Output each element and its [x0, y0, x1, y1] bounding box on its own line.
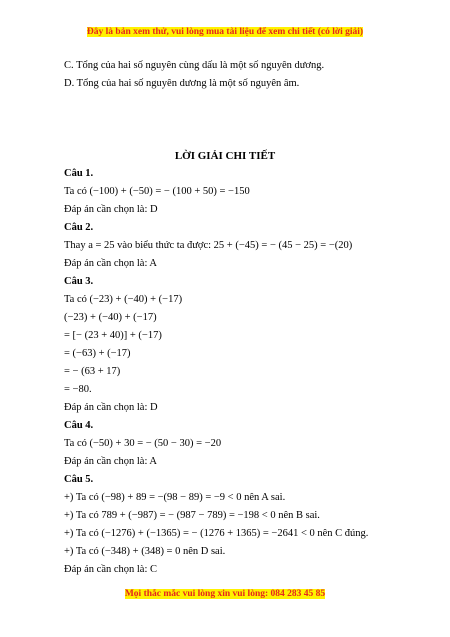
question-3-line: Ta có (−23) + (−40) + (−17) — [64, 294, 183, 305]
question-5-line: +) Ta có (−348) + (348) = 0 nên D sai. — [64, 546, 226, 557]
question-3-answer: Đáp án cần chọn là: D — [64, 402, 158, 413]
question-2-line: Thay a = 25 vào biểu thức ta được: 25 + (−45) = − (45 − 25) = −(20) — [64, 240, 353, 251]
option-d: D. Tổng của hai số nguyên dương là một số nguyên âm. — [64, 78, 300, 89]
question-1-answer: Đáp án cần chọn là: D — [64, 204, 158, 215]
header-banner — [0, 26, 450, 38]
question-4-answer: Đáp án cần chọn là: A — [64, 456, 158, 467]
question-1-line: Ta có (−100) + (−50) = − (100 + 50) = −150 — [64, 186, 250, 197]
question-5-line: +) Ta có (−1276) + (−1365) = − (1276 + 1365) = −2641 < 0 nên C đúng. — [64, 528, 369, 539]
option-c: C. Tổng của hai số nguyên cùng dấu là một số nguyên dương. — [64, 60, 325, 71]
section-title: LỜI GIẢI CHI TIẾT — [174, 150, 276, 162]
footer-banner-text: Mọi thắc mắc vui lòng xin vui lòng: 084 283 45 85 — [124, 589, 326, 599]
question-5-heading: Câu 5. — [64, 474, 94, 485]
header-banner-text: Đây là bản xem thử, vui lòng mua tài liệu để xem chi tiết (có lời giải) — [86, 27, 364, 37]
question-3-line: = − (63 + 17) — [64, 366, 121, 377]
question-4-heading: Câu 4. — [64, 420, 94, 431]
question-1-heading: Câu 1. — [64, 168, 94, 179]
question-3-line: (−23) + (−40) + (−17) — [64, 312, 157, 323]
question-3-line: = [− (23 + 40)] + (−17) — [64, 330, 162, 341]
question-5-answer: Đáp án cần chọn là: C — [64, 564, 158, 575]
question-4-line: Ta có (−50) + 30 = − (50 − 30) = −20 — [64, 438, 222, 449]
question-3-heading: Câu 3. — [64, 276, 94, 287]
question-3-line: = −80. — [64, 384, 92, 395]
question-5-line: +) Ta có 789 + (−987) = − (987 − 789) = −198 < 0 nên B sai. — [64, 510, 320, 521]
question-2-answer: Đáp án cần chọn là: A — [64, 258, 158, 269]
question-2-heading: Câu 2. — [64, 222, 94, 233]
question-3-line: = (−63) + (−17) — [64, 348, 131, 359]
question-5-line: +) Ta có (−98) + 89 = −(98 − 89) = −9 < 0 nên A sai. — [64, 492, 286, 503]
footer-banner — [0, 588, 450, 600]
